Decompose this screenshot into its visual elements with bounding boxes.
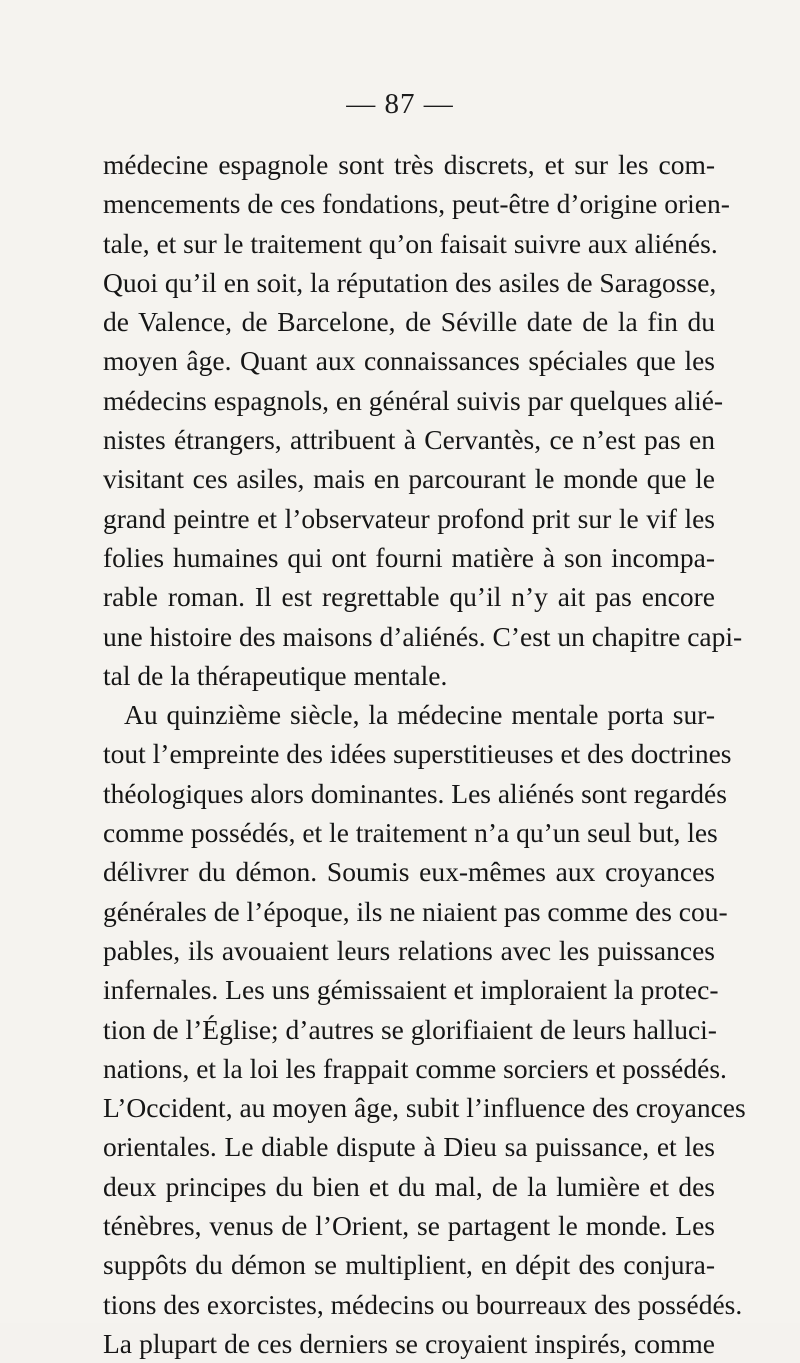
- text-line: folies humaines qui ont fourni matière à son incompa-: [103, 541, 715, 573]
- text-line: La plupart de ces derniers se croyaient inspirés, comme: [103, 1327, 715, 1359]
- text-line: théologiques alors dominantes. Les aliénés sont regardés: [103, 777, 727, 809]
- text-line: comme possédés, et le traitement n’a qu’un seul but, les: [103, 817, 718, 849]
- text-line: une histoire des maisons d’aliénés. C’est un chapitre capi-: [103, 620, 743, 652]
- text-line: visitant ces asiles, mais en parcourant le monde que le: [103, 463, 715, 495]
- body-text: [103, 145, 746, 1363]
- text-line: orientales. Le diable dispute à Dieu sa puissance, et les: [103, 1131, 715, 1163]
- text-line: deux principes du bien et du mal, de la lumière et des: [103, 1170, 715, 1202]
- text-line: infernales. Les uns gémissaient et imploraient la protec-: [103, 974, 719, 1006]
- text-line: médecins espagnols, en général suivis par quelques alié-: [103, 384, 724, 416]
- text-line: moyen âge. Quant aux connaissances spéciales que les: [103, 345, 715, 377]
- text-line: pables, ils avouaient leurs relations avec les puissances: [103, 934, 715, 966]
- text-line: nistes étrangers, attribuent à Cervantès, ce n’est pas en: [103, 424, 715, 456]
- text-line: rable roman. Il est regrettable qu’il n’y ait pas encore: [103, 581, 715, 613]
- text-line: grand peintre et l’observateur profond prit sur le vif les: [103, 502, 715, 534]
- text-line: tion de l’Église; d’autres se glorifiaient de leurs halluci-: [103, 1013, 717, 1045]
- text-line: suppôts du démon se multiplient, en dépit des conjura-: [103, 1249, 715, 1281]
- text-line: nations, et la loi les frappait comme sorciers et possédés.: [103, 1052, 727, 1084]
- text-line: tale, et sur le traitement qu’on faisait suivre aux aliénés.: [103, 227, 718, 259]
- text-line: générales de l’époque, ils ne niaient pas comme des cou-: [103, 895, 728, 927]
- text-line: tout l’empreinte des idées superstitieuses et des doctrines: [103, 738, 732, 770]
- text-line: tions des exorcistes, médecins ou bourreaux des possédés.: [103, 1288, 743, 1320]
- paragraph-start-line: Au quinzième siècle, la médecine mentale porta sur-: [124, 699, 715, 731]
- text-line: L’Occident, au moyen âge, subit l’influence des croyances: [103, 1092, 746, 1124]
- text-line: délivrer du démon. Soumis eux-mêmes aux croyances: [103, 856, 715, 888]
- text-line: ténèbres, venus de l’Orient, se partagent le monde. Les: [103, 1210, 715, 1242]
- page-number: — 87 —: [346, 88, 454, 120]
- text-line: mencements de ces fondations, peut-être d’origine orien-: [103, 188, 730, 220]
- text-line: Quoi qu’il en soit, la réputation des asiles de Saragosse,: [103, 266, 717, 298]
- text-line: de Valence, de Barcelone, de Séville date de la fin du: [103, 306, 715, 338]
- paragraph-end-line: tal de la thérapeutique mentale.: [103, 659, 448, 691]
- text-line: médecine espagnole sont très discrets, et sur les com-: [103, 149, 715, 180]
